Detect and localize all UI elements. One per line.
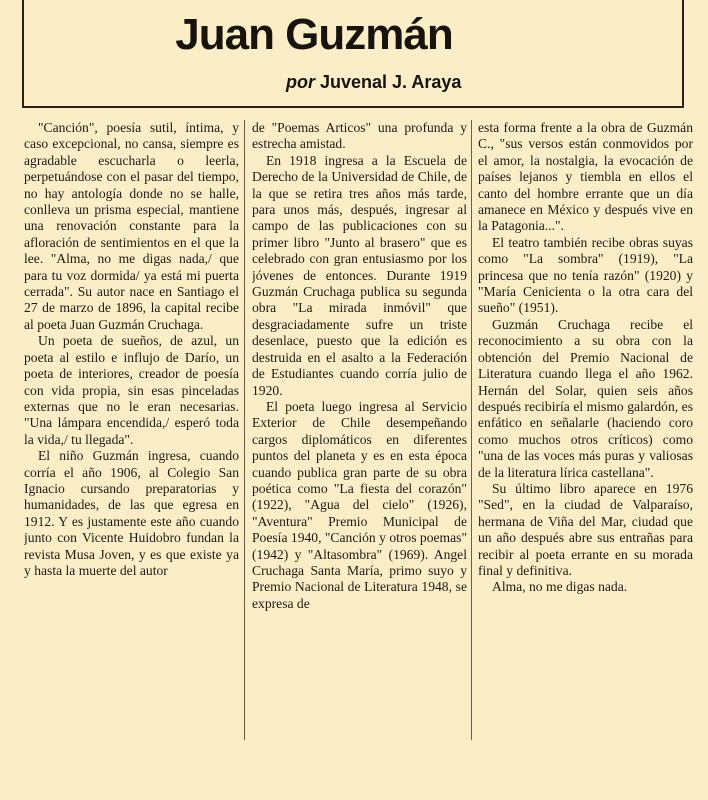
paragraph: El teatro también recibe obras suyas como "La sombra" (1919), "La princesa que no tenía razón" (1920) y "María Cenicienta o la otra cara del sueño" (1951). bbox=[478, 234, 693, 316]
headline-box bbox=[22, 0, 684, 108]
byline bbox=[286, 72, 461, 93]
paragraph: esta forma frente a la obra de Guzmán C., "sus versos están conmovidos por el amor, la nostalgia, la evocación de países lejanos y tiembla en ellos el canto del hombre errante que un día amanece en México y después vive en la Patagonia...". bbox=[478, 120, 693, 234]
column-3 bbox=[478, 120, 693, 746]
paragraph: Guzmán Cruchaga recibe el reconocimiento a su obra con la obtención del Premio Nacional de Literatura cuando llega el año 1962. Hernán del Solar, quien seis años después recibiría el mismo galardón, es enfático en señalarle (haciendo coro como muchos otros críticos) como "una de las voces más puras y valiosas de la literatura lírica castellana". bbox=[478, 316, 693, 480]
column-divider bbox=[244, 120, 245, 740]
paragraph: El poeta luego ingresa al Servicio Exterior de Chile desempeñando cargos diplomáticos en diferentes puntos del planeta y es en esta época cuando publica gran parte de su obra poética como "La fiesta del corazón" (1922), "Agua del cielo" (1926), "Aventura" Premio Municipal de Poesía 1940, "Canción y otros poemas" (1942) y "Altasombra" (1969). Angel Cruchaga Santa María, primo suyo y Premio Nacional de Literatura 1948, se expresa de bbox=[252, 398, 467, 611]
paragraph: En 1918 ingresa a la Escuela de Derecho de la Universidad de Chile, de la que se retira tres años más tarde, para unos más, después, ingresar al campo de las publicaciones con su primer libro "Junto al brasero" que es celebrado con gran entusiasmo por los jóvenes de entonces. Durante 1919 Guzmán Cruchaga publica su segunda obra "La mirada inmóvil" que desgraciadamente sufre un triste desenlace, puesto que la edición es destruida en el asalto a la Federación de Estudiantes cuando corría julio de 1920. bbox=[252, 152, 467, 398]
paragraph: Un poeta de sueños, de azul, un poeta al estilo e influjo de Darío, un poeta de interiores, creador de poesía con vida propia, sin esas pinceladas externas que no le eran necesarias. "Una lámpara encendida,/ esperó toda la vida,/ tu llegada". bbox=[24, 333, 239, 447]
paragraph: "Canción", poesía sutil, íntima, y caso excepcional, no cansa, siempre es agradable escucharla o leerla, perpetuándose con el pasar del tiempo, no hay antología donde no se halle, conlleva un prisma especial, mantiene una renovación constante para la afloración de sentimientos en el que la lee. "Alma, no me digas nada,/ que para tu voz dormida/ ya está mi puerta cerrada". Su autor nace en Santiago el 27 de marzo de 1896, la capital recibe al poeta Juan Guzmán Cruchaga. bbox=[24, 120, 239, 332]
byline-prefix: por bbox=[286, 72, 315, 92]
column-1 bbox=[24, 120, 239, 746]
paragraph: de "Poemas Articos" una profunda y estrecha amistad. bbox=[252, 120, 467, 152]
column-2 bbox=[252, 120, 467, 746]
paragraph: El niño Guzmán ingresa, cuando corría el año 1906, al Colegio San Ignacio cursando preparatorias y humanidades, de las que egresa en 1912. Y es justamente este año cuando junto con Vicente Huidobro fundan la revista Musa Joven, y es que existe ya y hasta la muerte del autor bbox=[24, 448, 239, 578]
paragraph: Alma, no me digas nada. bbox=[492, 579, 628, 595]
byline-author: Juvenal J. Araya bbox=[320, 72, 462, 92]
column-divider bbox=[471, 120, 472, 740]
headline: Juan Guzmán bbox=[175, 10, 453, 59]
paragraph: Su último libro aparece en 1976 "Sed", en la ciudad de Valparaíso, hermana de Viña del Mar, ciudad que un año después abre sus entrañas para recibir al poeta errante en su morada final y definitiva. bbox=[478, 480, 693, 578]
